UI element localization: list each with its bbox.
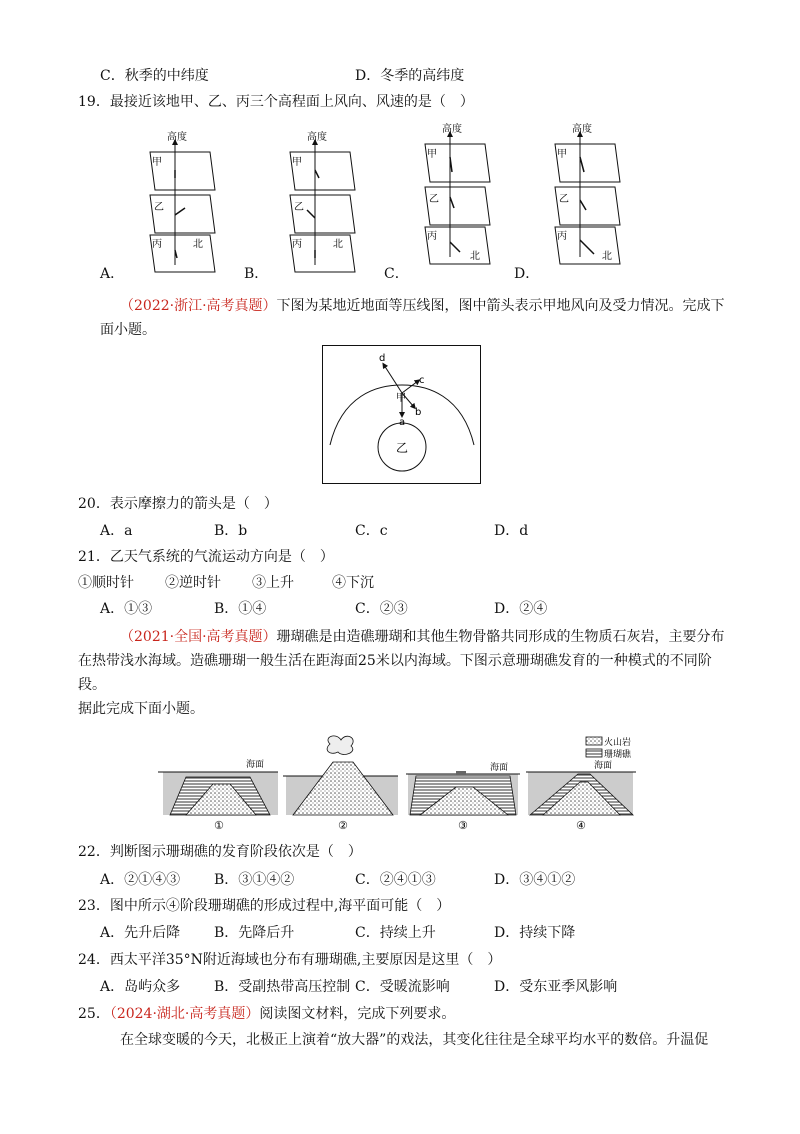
svg-text:丙: 丙 xyxy=(292,239,302,250)
q20-option-b: B．b xyxy=(214,523,248,539)
q21-option-b: B．①④ xyxy=(214,601,267,617)
q18-option-d: D．冬季的高纬度 xyxy=(355,68,465,84)
q20-option-a: A．a xyxy=(100,523,133,539)
q23-option-c: C．持续上升 xyxy=(355,925,436,941)
svg-text:海面: 海面 xyxy=(490,763,509,773)
q20-stem: 20．表示摩擦力的箭头是（ ） xyxy=(78,496,278,512)
q21-option-a: A．①③ xyxy=(100,601,153,617)
svg-text:高度: 高度 xyxy=(442,124,462,135)
q21-choice-1: ①顺时针 xyxy=(78,575,134,591)
q19-diagram-b xyxy=(290,130,355,272)
q25-paragraph: 在全球变暖的今天，北极正上演着“放大器”的戏法，其变化往往是全球平均水平的数倍。升温促 xyxy=(120,1032,709,1048)
q24-option-a: A．岛屿众多 xyxy=(100,979,181,995)
svg-text:海面: 海面 xyxy=(246,760,265,770)
q19-diagram-c xyxy=(425,122,490,264)
q24-stem: 24．西太平洋35°N附近海域也分布有珊瑚礁,主要原因是这里（ ） xyxy=(78,952,502,968)
q22-option-c: C．②④①③ xyxy=(355,872,436,888)
q23-option-d: D．持续下降 xyxy=(494,925,576,941)
svg-text:丙: 丙 xyxy=(427,231,437,242)
source-2021: （2021·全国·高考真题） xyxy=(120,629,277,645)
arrow-a-label: a xyxy=(399,417,406,428)
arrow-c-label: c xyxy=(419,375,425,386)
svg-text:北: 北 xyxy=(333,239,343,250)
q21-choice-2: ②逆时针 xyxy=(165,575,221,591)
svg-text:海面: 海面 xyxy=(594,761,613,771)
q19-option-b: B． xyxy=(244,266,269,282)
source-2024: （2024·湖北·高考真题） xyxy=(109,1006,260,1022)
q22-option-b: B．③①④② xyxy=(214,872,295,888)
q23-option-b: B．先降后升 xyxy=(214,925,295,941)
coral-legend xyxy=(586,736,632,760)
svg-text:珊瑚礁: 珊瑚礁 xyxy=(604,750,632,760)
q23-option-a: A．先升后降 xyxy=(100,925,181,941)
svg-text:高度: 高度 xyxy=(572,124,592,135)
source-2022: （2022·浙江·高考真题） xyxy=(120,298,277,314)
q19-diagram-d xyxy=(555,122,620,264)
q18-option-c: C．秋季的中纬度 xyxy=(100,68,209,84)
intro-2021-line4: 据此完成下面小题。 xyxy=(78,701,204,717)
svg-text:丙: 丙 xyxy=(557,231,567,242)
q22-option-a: A．②①④③ xyxy=(100,872,181,888)
height-label: 高度 xyxy=(167,132,187,143)
q19-option-a: A． xyxy=(100,266,125,282)
coral-stage-1 xyxy=(158,758,278,815)
svg-text:高度: 高度 xyxy=(307,132,327,143)
q21-stem: 21．乙天气系统的气流运动方向是（ ） xyxy=(78,549,334,565)
q19-option-d: D． xyxy=(514,266,540,282)
coral-stage-4 xyxy=(526,759,636,815)
q21-option-d: D．②④ xyxy=(494,601,548,617)
coral-reef-figure xyxy=(158,732,638,832)
svg-text:乙: 乙 xyxy=(154,202,164,213)
intro-2022-line2: 面小题。 xyxy=(100,322,156,338)
q24-option-c: C．受暖流影响 xyxy=(355,979,450,995)
q24-option-b: B．受副热带高压控制 xyxy=(214,979,351,995)
stage-label-2: ② xyxy=(338,819,348,832)
arrow-d-label: d xyxy=(379,353,386,364)
svg-text:北: 北 xyxy=(602,251,612,262)
yi-label: 乙 xyxy=(396,441,409,455)
q22-stem: 22．判断图示珊瑚礁的发育阶段依次是（ ） xyxy=(78,844,362,860)
q19-stem: 19．最接近该地甲、乙、丙三个高程面上风向、风速的是（ ） xyxy=(78,94,474,110)
q20-option-d: D．d xyxy=(494,523,529,539)
svg-text:甲: 甲 xyxy=(557,149,567,160)
svg-text:乙: 乙 xyxy=(559,194,569,205)
svg-text:甲: 甲 xyxy=(427,149,437,160)
stage-label-4: ④ xyxy=(576,819,586,832)
svg-text:乙: 乙 xyxy=(294,202,304,213)
q20-option-c: C．c xyxy=(355,523,388,539)
intro-2021-line2: 在热带浅水海域。造礁珊瑚一般生活在距海面25米以内海域。下图示意珊瑚礁发育的一种模式的不同阶 xyxy=(78,653,712,669)
svg-text:北: 北 xyxy=(470,251,480,262)
q19-option-c: C． xyxy=(384,266,409,282)
q24-option-d: D．受东亚季风影响 xyxy=(494,979,618,995)
svg-text:火山岩: 火山岩 xyxy=(604,738,632,748)
stage-label-3: ③ xyxy=(458,819,468,832)
coral-stage-3 xyxy=(406,761,520,815)
q23-stem: 23．图中所示④阶段珊瑚礁的形成过程中,海平面可能（ ） xyxy=(78,898,451,914)
intro-2021-line3: 段。 xyxy=(78,677,106,693)
svg-text:乙: 乙 xyxy=(429,194,439,205)
intro-2022-line1: （2022·浙江·高考真题）下图为某地近地面等压线图，图中箭头表示甲地风向及受力情况。完成下 xyxy=(120,298,725,314)
q21-choice-4: ④下沉 xyxy=(332,575,374,591)
q25-stem: 25．（2024·湖北·高考真题）阅读图文材料，完成下列要求。 xyxy=(78,1006,456,1022)
q19-diagram-a xyxy=(150,130,215,272)
svg-text:北: 北 xyxy=(193,239,203,250)
svg-text:丙: 丙 xyxy=(152,239,162,250)
q19-wind-diagrams xyxy=(90,120,650,285)
q21-choice-3: ③上升 xyxy=(252,575,294,591)
jia-label: 甲 xyxy=(396,393,406,404)
arrow-b-label: b xyxy=(415,407,422,418)
svg-text:甲: 甲 xyxy=(292,157,302,168)
coral-stage-2 xyxy=(283,736,398,815)
q21-option-c: C．②③ xyxy=(355,601,408,617)
stage-label-1: ① xyxy=(214,819,224,832)
q22-option-d: D．③④①② xyxy=(494,872,576,888)
isobar-figure xyxy=(322,345,482,485)
intro-2021-line1: （2021·全国·高考真题）珊瑚礁是由造礁珊瑚和其他生物骨骼共同形成的生物质石灰岩，主要分布 xyxy=(120,629,725,645)
svg-text:甲: 甲 xyxy=(152,157,162,168)
